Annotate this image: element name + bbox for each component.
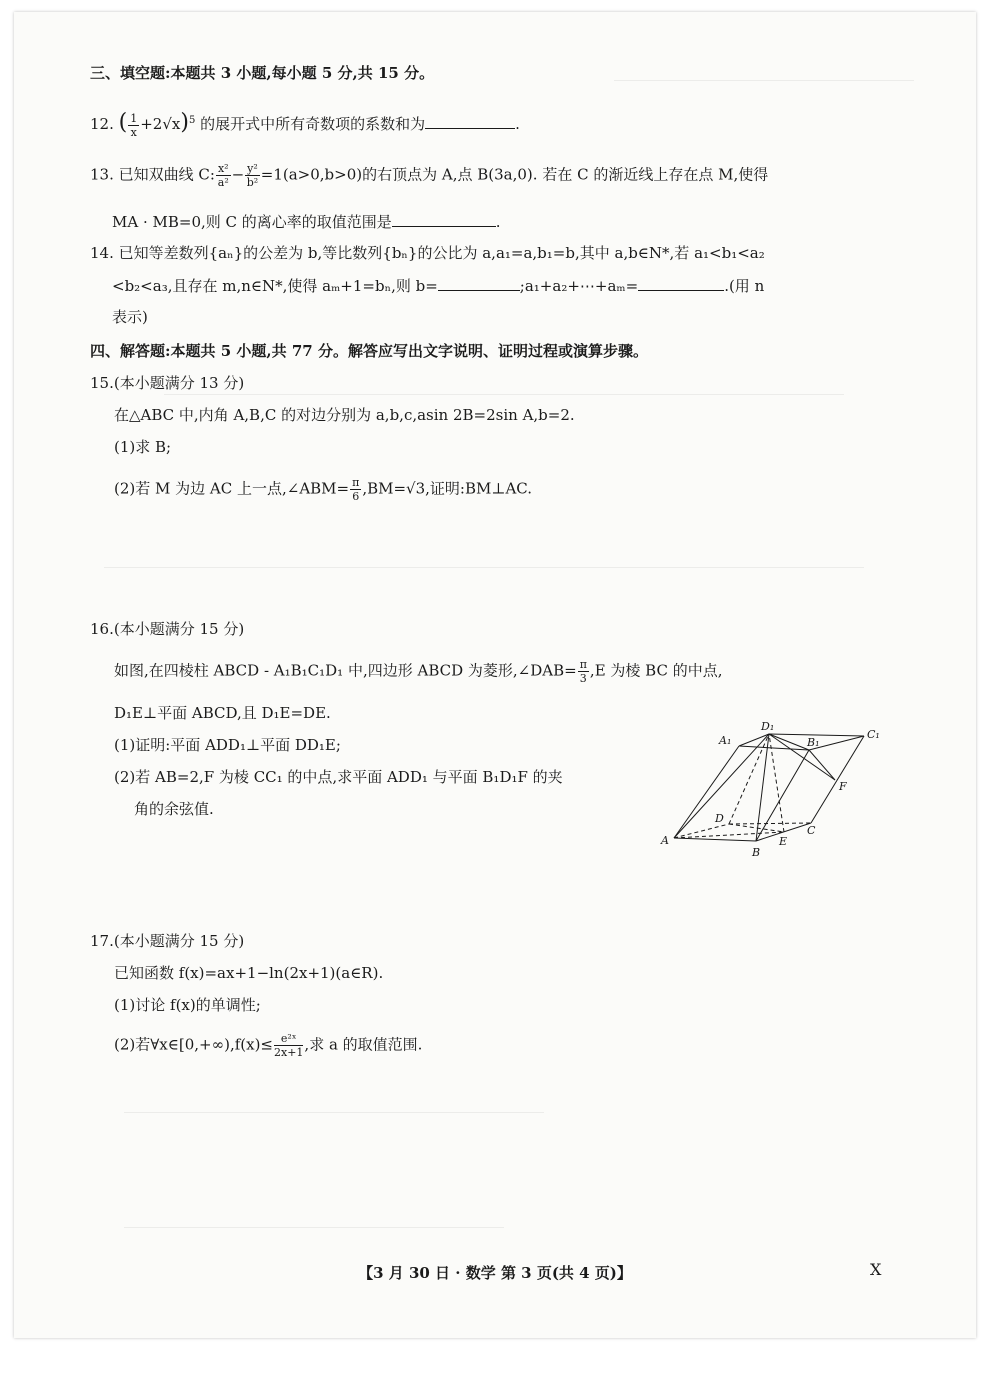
segment-d1-f [769, 734, 835, 780]
question-14-line-2: <b₂<a₃,且存在 m,n∈N*,使得 aₘ+1=bₙ,则 b= ;a₁+a₂+⋯+aₘ= .(用 n [112, 274, 764, 297]
bleed-through-mark [124, 1217, 504, 1228]
section-3-heading: 三、填空题:本题共 3 小题,每小题 5 分,共 15 分。 [90, 64, 435, 82]
bleed-through-mark [614, 70, 914, 81]
bleed-through-mark [164, 384, 844, 395]
bleed-through-mark [104, 557, 864, 568]
label-a: A [661, 834, 669, 847]
footer-mark: X [870, 1260, 882, 1279]
label-b1: B₁ [807, 736, 820, 749]
bleed-through-mark [124, 1102, 544, 1113]
question-14-line-1: 14. 已知等差数列{aₙ}的公差为 b,等比数列{bₙ}的公比为 a,a₁=a,b₁=b,其中 a,b∈N*,若 a₁<b₁<a₂ [90, 244, 765, 262]
label-e: E [779, 835, 788, 848]
question-16-stem-2: D₁E⊥平面 ABCD,且 D₁E=DE. [114, 704, 331, 722]
question-17-title: 17.(本小题满分 15 分) [90, 932, 245, 950]
q12-fraction: $\frac{1}{x}$ [130, 111, 138, 139]
question-16-part-1: (1)证明:平面 ADD₁⊥平面 DD₁E; [114, 736, 341, 754]
question-17-part-1: (1)讨论 f(x)的单调性; [114, 996, 261, 1014]
label-a1: A₁ [719, 734, 732, 747]
question-16-part-2-cont: 角的余弦值. [134, 800, 214, 818]
q13-answer-blank [392, 210, 496, 227]
question-14-line-3: 表示) [112, 308, 148, 326]
label-c1: C₁ [867, 728, 880, 741]
question-16-title: 16.(本小题满分 15 分) [90, 620, 245, 638]
label-d1: D₁ [761, 720, 775, 733]
hidden-edge-d-c [729, 823, 811, 824]
prism-figure [639, 720, 889, 870]
label-c: C [807, 824, 816, 837]
exam-page [14, 12, 976, 1338]
question-13-line-1: 13. 已知双曲线 C: $\frac{\text{x²}}{\text{a²}}$ − $\frac{\text{y²}}{\text{b²}}$ =1(a>0,b>0)的右顶点为 A,点 B(3a,0). 若在 C 的渐近线上存在点 M,使得 [90, 162, 769, 189]
edge-b-b1 [756, 750, 809, 841]
edge-a-b [674, 838, 756, 841]
q12-answer-blank [425, 112, 515, 129]
question-13-line-2: MA · MB=0,则 C 的离心率的取值范围是 . [112, 210, 501, 233]
label-d: D [715, 812, 724, 825]
label-b: B [752, 846, 761, 859]
label-f: F [839, 780, 847, 793]
question-15-part-1: (1)求 B; [114, 438, 172, 456]
q12-text: 的展开式中所有奇数项的系数和为 [200, 115, 426, 133]
edge-c-c1 [811, 736, 864, 823]
section-4-heading: 四、解答题:本题共 5 小题,共 77 分。解答应写出文字说明、证明过程或演算步骤。 [90, 342, 648, 360]
question-16-stem: 如图,在四棱柱 ABCD - A₁B₁C₁D₁ 中,四边形 ABCD 为菱形,∠DAB= $\frac{\pi}{3}$ ,E 为棱 BC 的中点, [114, 658, 723, 685]
segment-d1-b [756, 734, 769, 841]
q12-number: 12. [90, 115, 114, 133]
question-16-part-2: (2)若 AB=2,F 为棱 CC₁ 的中点,求平面 ADD₁ 与平面 B₁D₁F 的夹 [114, 768, 563, 786]
question-15-title: 15.(本小题满分 13 分) [90, 374, 245, 392]
question-17-stem: 已知函数 f(x)=ax+1−ln(2x+1)(a∈R). [114, 964, 384, 982]
question-15-stem: 在△ABC 中,内角 A,B,C 的对边分别为 a,b,c,asin 2B=2sin A,b=2. [114, 406, 575, 424]
q14-answer-blank-2 [638, 274, 724, 291]
question-17-part-2: (2)若∀x∈[0,+∞),f(x)≤ $\frac{\text{e²ˣ}}{2x+1}$ ,求 a 的取值范围. [114, 1032, 423, 1059]
question-15-part-2: (2)若 M 为边 AC 上一点,∠ABM= $\frac{\pi}{6}$ ,BM=√3,证明:BM⊥AC. [114, 476, 533, 503]
q14-answer-blank-1 [438, 274, 520, 291]
edge-a1-b1 [739, 746, 809, 750]
page-footer: 【3 月 30 日 · 数学 第 3 页(共 4 页)】 [358, 1264, 632, 1282]
hidden-segment-d-e [729, 824, 784, 832]
question-12: 12. ( $\frac{1}{x}$ +2√x)$^5$ 的展开式中所有奇数项的系数和为 . [90, 110, 520, 139]
